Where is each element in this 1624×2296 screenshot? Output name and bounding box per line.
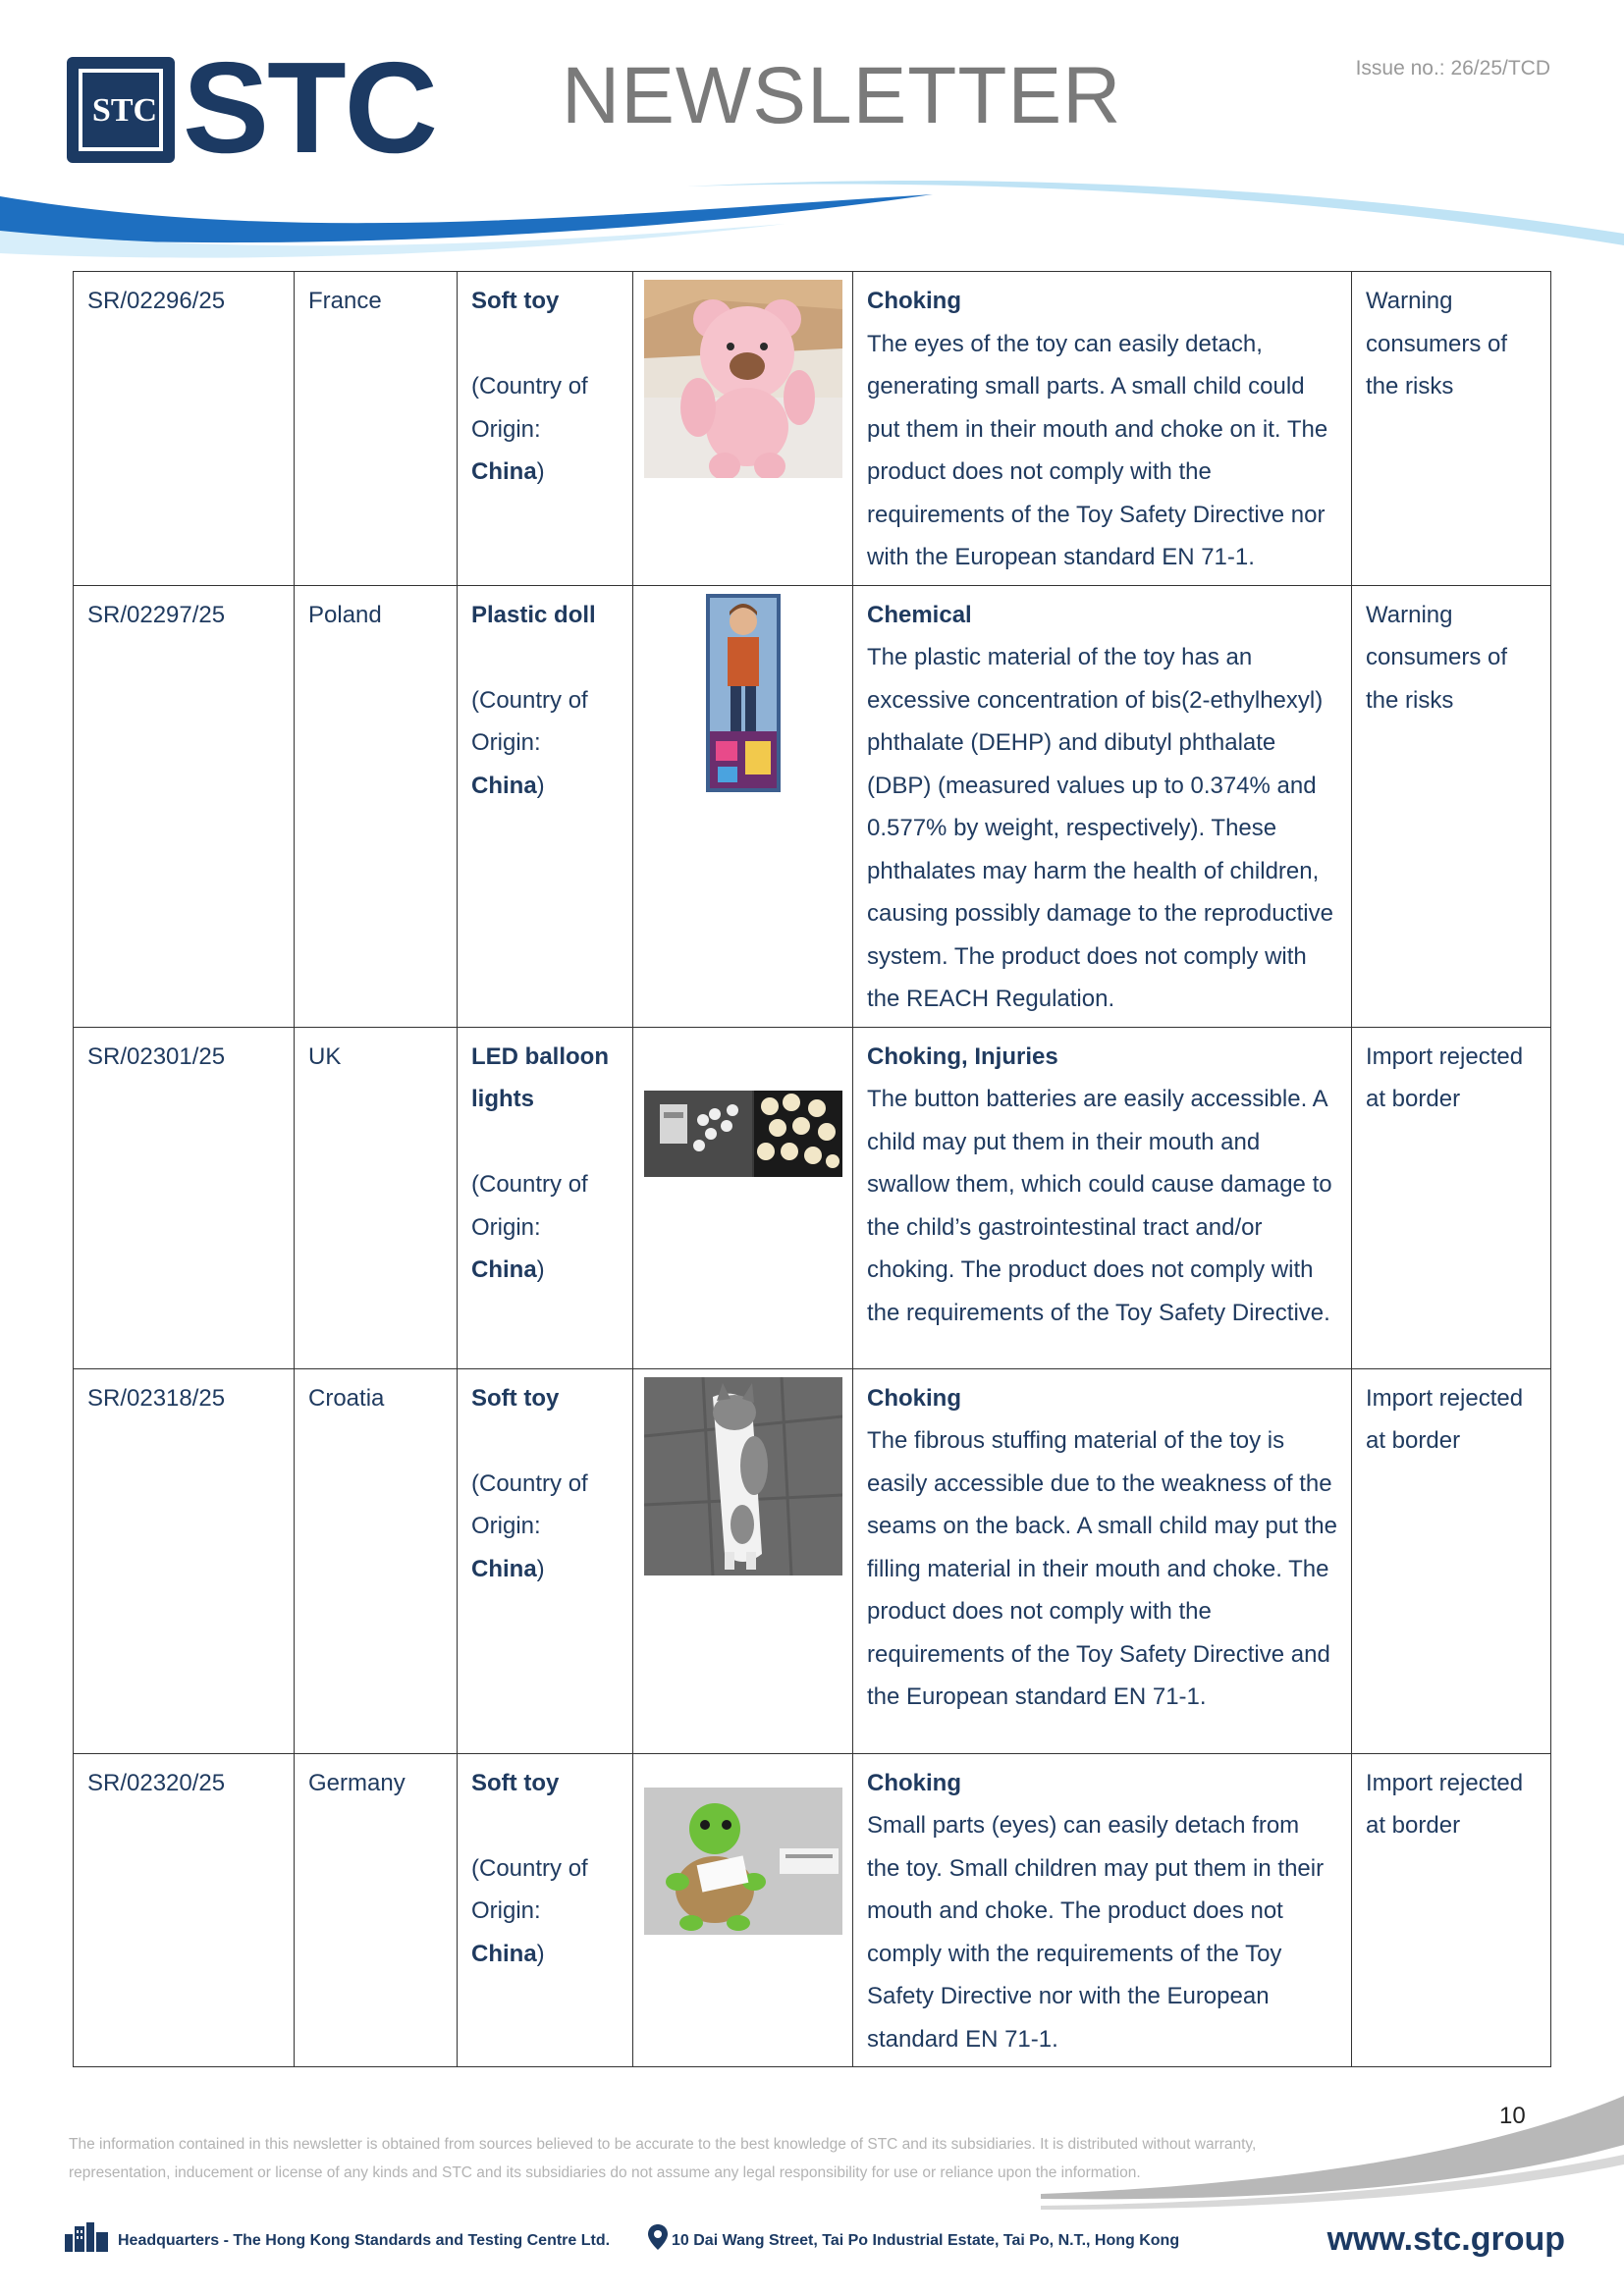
product-cell bbox=[458, 1027, 633, 1368]
led-balloon-lights-image bbox=[644, 1091, 842, 1177]
reference-cell: SR/02320/25 bbox=[74, 1753, 295, 2067]
risk-cell bbox=[853, 1753, 1352, 2067]
country-cell: Croatia bbox=[295, 1368, 458, 1753]
origin-country: China bbox=[471, 458, 537, 485]
country-cell: Poland bbox=[295, 585, 458, 1027]
page-header bbox=[0, 0, 1624, 265]
origin-country: China bbox=[471, 1555, 537, 1582]
risk-type: Choking bbox=[867, 1384, 961, 1412]
table-row bbox=[74, 585, 1551, 1027]
page-number: 10 bbox=[1499, 2103, 1526, 2129]
brand-name: STC bbox=[183, 35, 436, 180]
image-cell bbox=[633, 1027, 853, 1368]
risk-type: Choking bbox=[867, 1769, 961, 1796]
image-cell bbox=[633, 1368, 853, 1753]
origin-suffix: ) bbox=[536, 1555, 545, 1582]
page-footer bbox=[63, 2220, 1565, 2260]
image-cell bbox=[633, 1753, 853, 2067]
origin-suffix: ) bbox=[536, 458, 545, 485]
risk-type: Choking bbox=[867, 288, 961, 314]
risk-description: The button batteries are easily accessible. A child may put them in their mouth and swallow them, which could cause damage to the child’s gastrointestinal tract and/or choking. The product does not comply with the requirements of the Toy Safety Directive. bbox=[867, 1086, 1332, 1326]
website-link[interactable]: www.stc.group bbox=[1326, 2220, 1565, 2258]
reference-cell: SR/02297/25 bbox=[74, 585, 295, 1027]
origin-suffix: ) bbox=[536, 1940, 545, 1967]
origin-prefix: (Country of bbox=[471, 1469, 588, 1497]
header-swoosh bbox=[0, 177, 1624, 265]
reference-cell: SR/02301/25 bbox=[74, 1027, 295, 1368]
origin-prefix: (Country of bbox=[471, 373, 588, 400]
risk-type: Choking, Injuries bbox=[867, 1042, 1058, 1070]
product-name: Soft toy bbox=[471, 288, 560, 314]
crochet-turtle-image bbox=[644, 1788, 842, 1935]
issue-number: Issue no.: 26/25/TCD bbox=[1355, 57, 1550, 80]
product-cell bbox=[458, 272, 633, 586]
image-cell bbox=[633, 272, 853, 586]
table-row bbox=[74, 1027, 1551, 1368]
table-row bbox=[74, 272, 1551, 586]
product-cell bbox=[458, 585, 633, 1027]
country-cell: Germany bbox=[295, 1753, 458, 2067]
product-cell bbox=[458, 1753, 633, 2067]
product-cell bbox=[458, 1368, 633, 1753]
origin-label: Origin: bbox=[471, 1897, 541, 1924]
boxed-doll-image bbox=[706, 594, 781, 792]
risk-type: Chemical bbox=[867, 601, 972, 628]
origin-suffix: ) bbox=[536, 772, 545, 799]
measure-cell: Import rejected at border bbox=[1352, 1368, 1551, 1753]
newsletter-title: NEWSLETTER bbox=[562, 51, 1122, 140]
origin-label: Origin: bbox=[471, 415, 541, 443]
image-cell bbox=[633, 585, 853, 1027]
table-row bbox=[74, 1368, 1551, 1753]
product-name: Soft toy bbox=[471, 1384, 560, 1412]
origin-label: Origin: bbox=[471, 729, 541, 756]
origin-country: China bbox=[471, 1256, 537, 1283]
risk-description: The eyes of the toy can easily detach, generating small parts. A small child could put them in their mouth and choke on it. The product does not comply with the requirements of the Toy Safety Directive nor with the European standard EN 71-1. bbox=[867, 330, 1328, 570]
risk-description: The plastic material of the toy has an excessive concentration of bis(2-ethylhexyl) phthalate (DEHP) and dibutyl phthalate (DBP) (measured values up to 0.374% and 0.577% by weight, respectively). These phthalates may harm the health of children, causing possibly damage to the reproductive system. The product does not comply with the REACH Regulation. bbox=[867, 644, 1333, 1012]
risk-cell bbox=[853, 1368, 1352, 1753]
origin-country: China bbox=[471, 772, 537, 799]
product-name: Soft toy bbox=[471, 1769, 560, 1796]
reference-cell: SR/02296/25 bbox=[74, 272, 295, 586]
product-name: Plastic doll bbox=[471, 601, 596, 628]
measure-cell: Warning consumers of the risks bbox=[1352, 272, 1551, 586]
product-table bbox=[73, 271, 1551, 2067]
risk-cell bbox=[853, 585, 1352, 1027]
risk-description: Small parts (eyes) can easily detach from the toy. Small children may put them in their mouth and choke. The product does not comply with the requirements of the Toy Safety Directive nor with the European standard EN 71-1. bbox=[867, 1812, 1325, 2053]
cat-plush-image bbox=[644, 1377, 842, 1575]
product-name: LED balloon lights bbox=[471, 1042, 609, 1112]
measure-cell: Import rejected at border bbox=[1352, 1027, 1551, 1368]
pink-teddy-bear-image bbox=[644, 280, 842, 478]
disclaimer-text: The information contained in this newsletter is obtained from sources believed to be accurate to the best knowledge of STC and its subsidiaries. It is distributed without warranty, representation, inducement or license of any kinds and STC and its subsidiaries do not assume any legal responsibility for use or reliance upon the information. bbox=[69, 2136, 1257, 2181]
logo-mark-letters: STC bbox=[91, 92, 158, 129]
risk-cell bbox=[853, 272, 1352, 586]
origin-suffix: ) bbox=[536, 1256, 545, 1283]
measure-cell: Warning consumers of the risks bbox=[1352, 585, 1551, 1027]
address-text: 10 Dai Wang Street, Tai Po Industrial Estate, Tai Po, N.T., Hong Kong bbox=[672, 2232, 1180, 2249]
origin-label: Origin: bbox=[471, 1513, 541, 1539]
country-cell: UK bbox=[295, 1027, 458, 1368]
origin-label: Origin: bbox=[471, 1213, 541, 1241]
origin-prefix: (Country of bbox=[471, 1854, 588, 1882]
origin-prefix: (Country of bbox=[471, 686, 588, 714]
risk-cell bbox=[853, 1027, 1352, 1368]
building-icon bbox=[63, 2222, 110, 2252]
location-pin-icon bbox=[648, 2224, 668, 2250]
measure-cell: Import rejected at border bbox=[1352, 1753, 1551, 2067]
headquarters-text: Headquarters - The Hong Kong Standards and Testing Centre Ltd. bbox=[118, 2232, 611, 2249]
reference-cell: SR/02318/25 bbox=[74, 1368, 295, 1753]
risk-description: The fibrous stuffing material of the toy is easily accessible due to the weakness of the seams on the back. A small child may put the filling material in their mouth and choke. The product does not comply with the requirements of the Toy Safety Directive and the European standard EN 71-1. bbox=[867, 1427, 1337, 1710]
origin-prefix: (Country of bbox=[471, 1171, 588, 1198]
stc-logo bbox=[67, 57, 175, 163]
origin-country: China bbox=[471, 1940, 537, 1967]
table-row bbox=[74, 1753, 1551, 2067]
country-cell: France bbox=[295, 272, 458, 586]
